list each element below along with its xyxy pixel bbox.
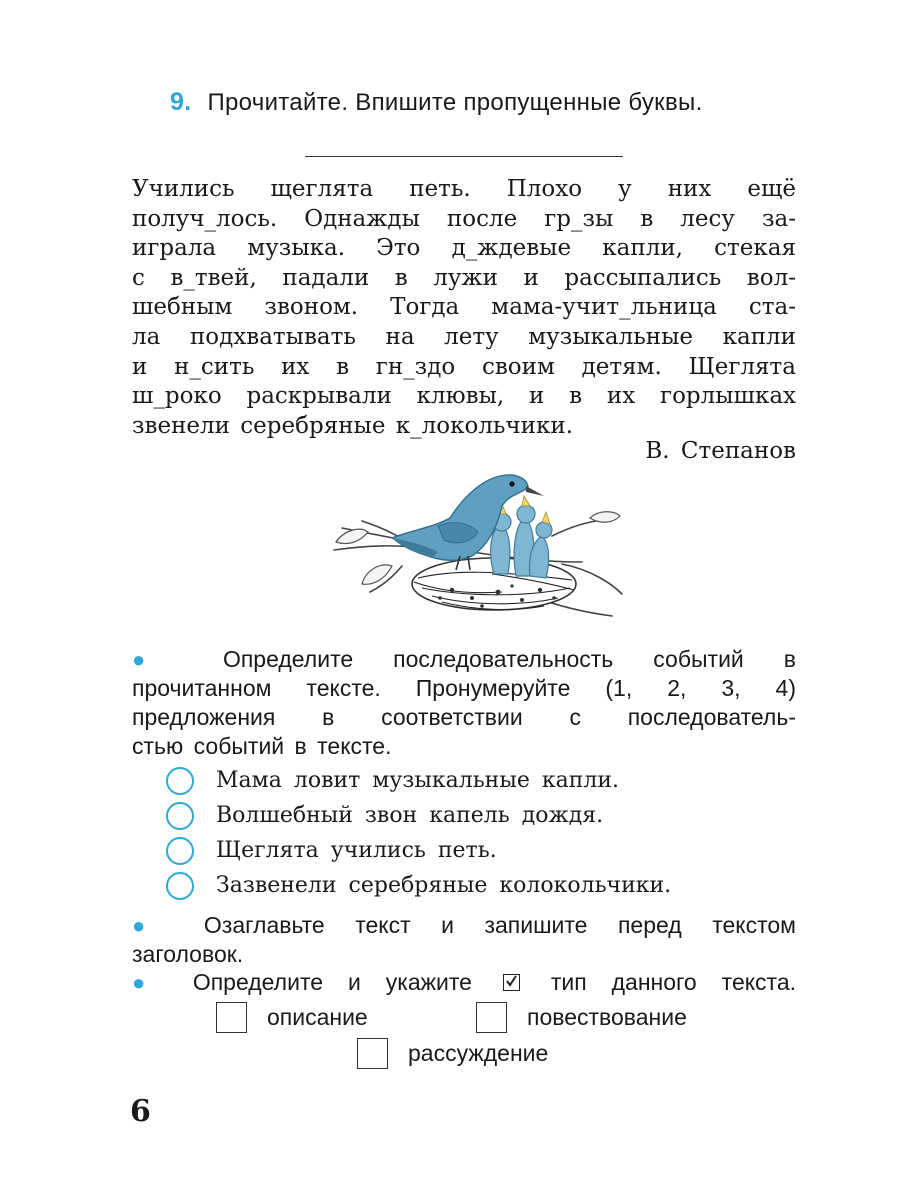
- instruction-line: ● Озаглавьте текст и запишите перед текстом: [132, 912, 796, 938]
- number-circle-input[interactable]: [166, 837, 194, 865]
- story-line: и н_сить их в гн_здо своим детям. Щеглята: [132, 353, 796, 380]
- checkbox[interactable]: [357, 1038, 388, 1069]
- type-option-description: [216, 1002, 368, 1033]
- checkmark-box-icon: [503, 974, 520, 991]
- sequence-option: [166, 798, 806, 833]
- title-instruction: [132, 911, 796, 969]
- checkbox[interactable]: [216, 1002, 247, 1033]
- type-option-narration: [476, 1002, 687, 1033]
- sequence-instruction: [132, 645, 796, 761]
- story-author: В. Степанов: [645, 438, 796, 464]
- story-line: ш_роко раскрывали клювы, и в их горлышках: [132, 383, 796, 410]
- type-option-label: повествование: [527, 1004, 687, 1030]
- task-instruction: Прочитайте. Впишите пропущенные буквы.: [207, 89, 703, 116]
- story-line: ла подхватывать на лету музыкальные капли: [132, 323, 796, 350]
- sequence-option: [166, 833, 806, 868]
- task-number: 9.: [170, 88, 192, 116]
- sequence-option: [166, 868, 806, 903]
- option-text: Волшебный звон капель дождя.: [216, 803, 604, 828]
- sequence-options: [166, 763, 806, 903]
- instruction-line: заголовок.: [132, 941, 244, 967]
- number-circle-input[interactable]: [166, 767, 194, 795]
- checkbox[interactable]: [476, 1002, 507, 1033]
- story-text: [132, 175, 796, 441]
- option-text: Зазвенели серебряные колокольчики.: [216, 873, 672, 898]
- story-line: шебным звоном. Тогда мама-учит_льница ста-: [132, 294, 796, 321]
- instruction-line: прочитанном тексте. Пронумеруйте (1, 2, 3, 4): [132, 675, 796, 701]
- story-line: Учились щеглята петь. Плохо у них ещё: [132, 176, 796, 202]
- type-instruction: [132, 968, 796, 997]
- instruction-line: ● Определите и укажите тип данного текста.: [132, 969, 797, 995]
- task-header: [170, 88, 703, 117]
- story-line: получ_лось. Однажды после гр_зы в лесу за-: [132, 205, 796, 232]
- number-circle-input[interactable]: [166, 872, 194, 900]
- number-circle-input[interactable]: [166, 802, 194, 830]
- title-write-line[interactable]: [305, 156, 623, 157]
- instruction-line: стью событий в тексте.: [132, 733, 392, 759]
- story-line: с в_твей, падали в лужи и рассыпались вол-: [132, 264, 796, 291]
- type-option-label: описание: [267, 1004, 368, 1030]
- type-option-label: рассуждение: [408, 1040, 549, 1066]
- story-line: играла музыка. Это д_ждевые капли, стекая: [132, 235, 796, 262]
- instruction-line: ● Определите последовательность событий в: [132, 646, 797, 672]
- bird-nest-illustration: [322, 466, 640, 638]
- bullet-icon: ●: [132, 647, 179, 672]
- sequence-option: [166, 763, 806, 798]
- page-number: 6: [130, 1094, 151, 1129]
- instruction-line: предложения в соответствии с последователь-: [132, 704, 796, 730]
- bullet-icon: ●: [132, 970, 164, 995]
- option-text: Мама ловит музыкальные капли.: [216, 768, 620, 793]
- type-option-reasoning: [357, 1038, 548, 1069]
- option-text: Щеглята учились петь.: [216, 838, 497, 863]
- bullet-icon: ●: [132, 913, 170, 938]
- story-line: звенели серебряные к_локольчики.: [132, 412, 574, 439]
